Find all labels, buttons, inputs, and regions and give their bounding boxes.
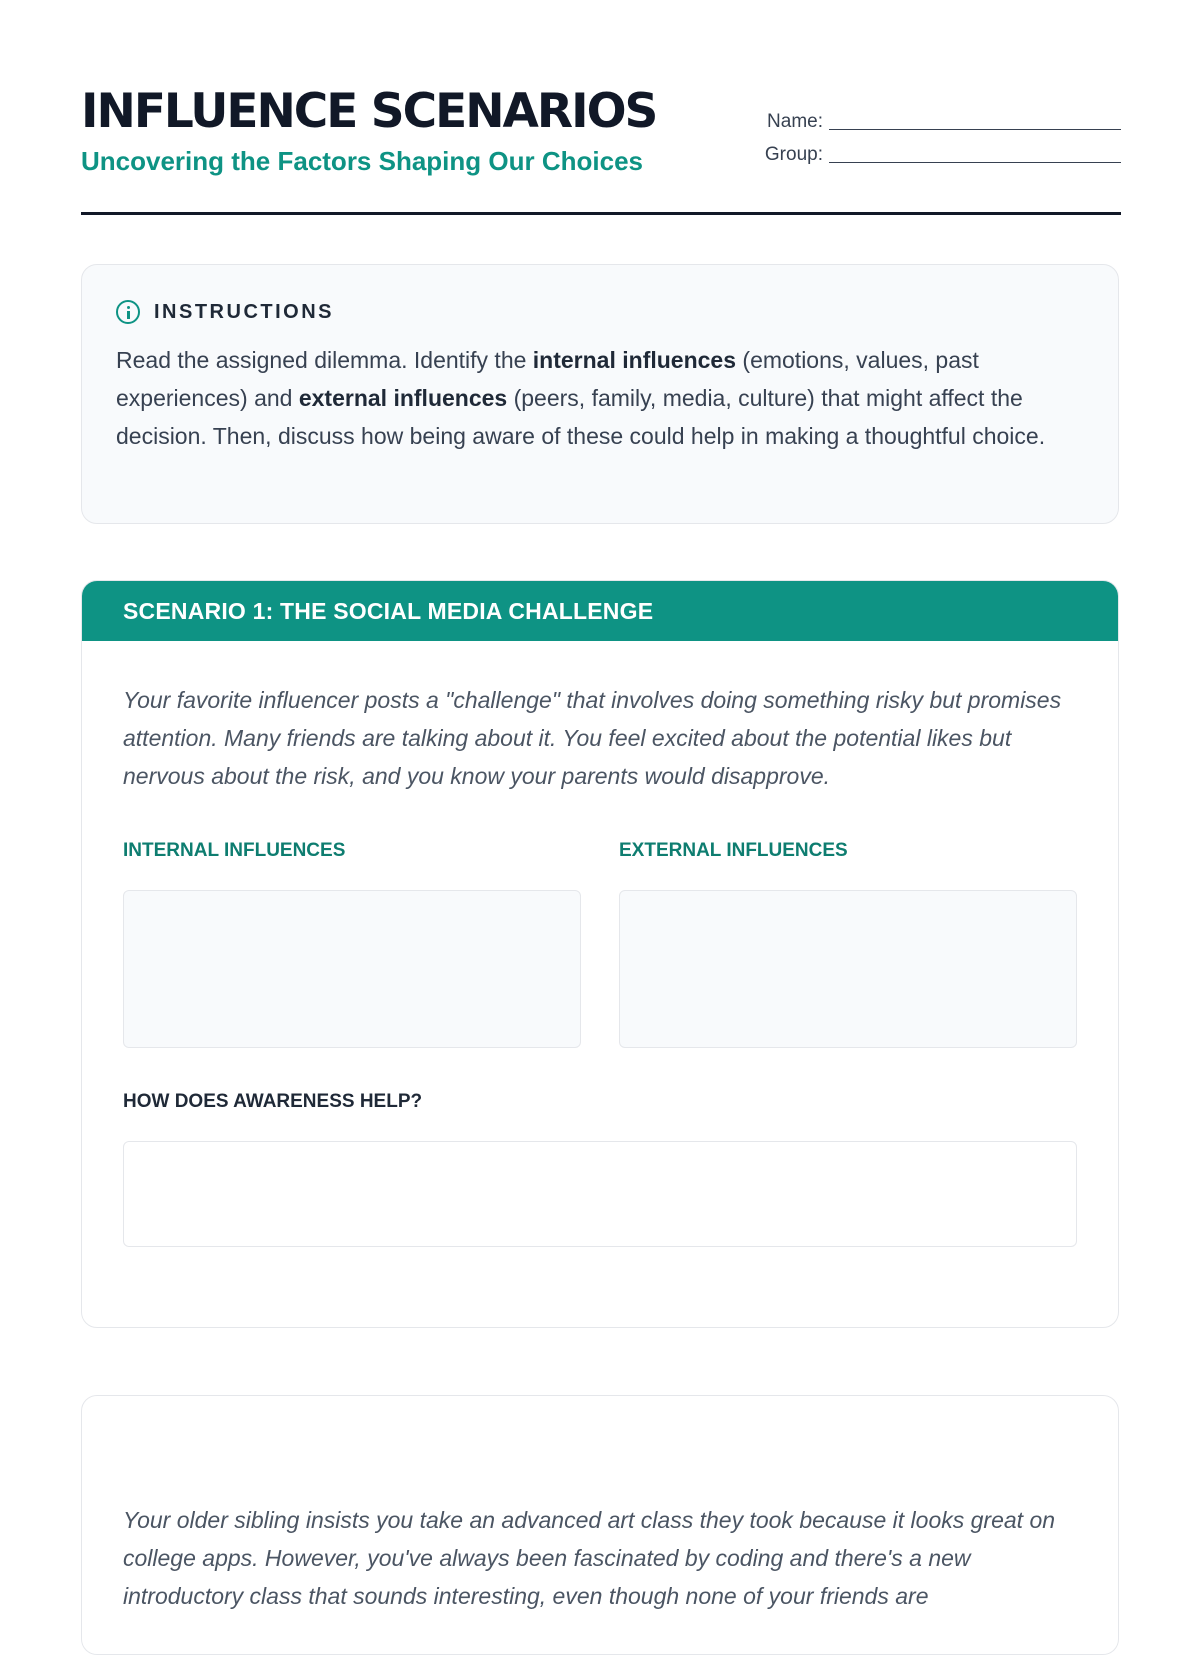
awareness-answer[interactable] bbox=[123, 1141, 1077, 1247]
group-field[interactable] bbox=[829, 140, 1121, 163]
internal-influences-label: INTERNAL INFLUENCES bbox=[123, 840, 346, 861]
external-influences-term: external influences bbox=[298, 385, 508, 411]
name-label: Name: bbox=[767, 111, 823, 132]
instructions-text-part: Read the assigned dilemma. Identify the bbox=[116, 347, 533, 373]
external-column bbox=[619, 839, 1077, 1048]
instructions-heading: INSTRUCTIONS bbox=[154, 300, 334, 323]
external-influences-answer[interactable] bbox=[619, 890, 1077, 1048]
instructions-header bbox=[116, 299, 1084, 325]
scenario-title: SCENARIO 1: THE SOCIAL MEDIA CHALLENGE bbox=[123, 597, 654, 624]
student-fields bbox=[761, 100, 1121, 166]
scenario-body bbox=[82, 1396, 1118, 1615]
group-label: Group: bbox=[764, 144, 823, 165]
internal-influences-term: internal influences bbox=[532, 347, 737, 373]
scenario-body bbox=[82, 641, 1118, 1247]
page-title: INFLUENCE SCENARIOS bbox=[81, 84, 657, 139]
group-field-row bbox=[761, 133, 1121, 166]
name-field-row bbox=[761, 100, 1121, 133]
instructions-box bbox=[81, 264, 1119, 524]
scenario-text: Your favorite influencer posts a "challenge" that involves doing something risky but promises attention. Many friends are talking about it. You feel excited about the potential likes but nervous about the risk, and you know your parents would disapprove. bbox=[123, 687, 1062, 789]
external-influences-label: EXTERNAL INFLUENCES bbox=[619, 840, 848, 861]
instructions-text bbox=[116, 341, 1084, 455]
scenario-card-2 bbox=[81, 1395, 1119, 1655]
name-field[interactable] bbox=[829, 107, 1121, 130]
scenario-header bbox=[82, 581, 1118, 641]
internal-influences-answer[interactable] bbox=[123, 890, 581, 1048]
instructions-text-part: (peers, family, media, culture) that might affect the decision. Then, discuss how being aware of these could help in making a thoughtful choice. bbox=[116, 385, 1046, 449]
worksheet-page bbox=[81, 0, 1121, 1609]
internal-column bbox=[123, 839, 581, 1048]
page-subtitle: Uncovering the Factors Shaping Our Choices bbox=[81, 146, 643, 176]
influence-columns bbox=[123, 839, 1077, 1048]
scenario-text: Your older sibling insists you take an advanced art class they took because it looks great on college apps. However, you've always been fascinated by coding and there's a new introductory class that sounds interesting, even though none of your friends are bbox=[123, 1507, 1056, 1609]
instructions-text-part: (emotions, values, past experiences) and bbox=[116, 347, 979, 411]
info-icon bbox=[116, 300, 140, 324]
worksheet-header bbox=[81, 0, 1121, 215]
scenario-card-1 bbox=[81, 580, 1119, 1328]
awareness-label: HOW DOES AWARENESS HELP? bbox=[123, 1091, 423, 1112]
